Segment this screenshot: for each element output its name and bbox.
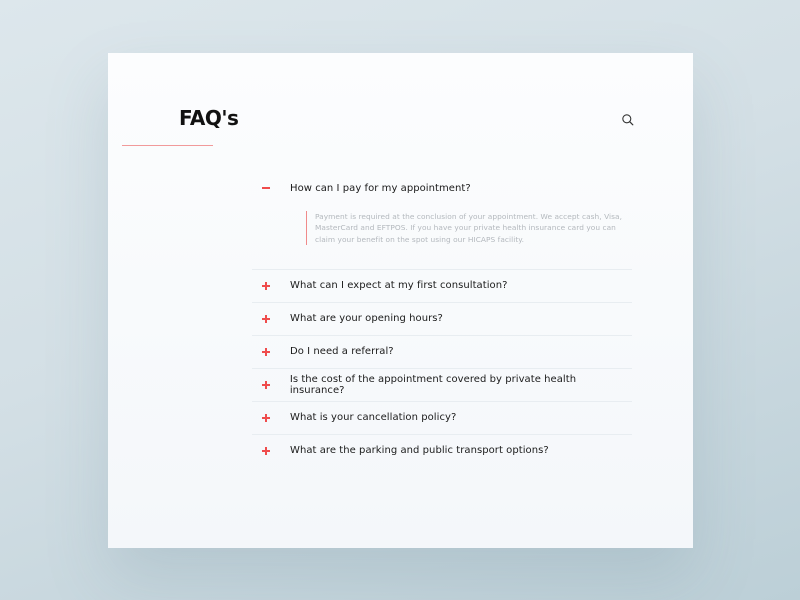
faq-question-text: What is your cancellation policy? (290, 412, 457, 424)
faq-question-toggle[interactable] (252, 336, 632, 368)
minus-icon (262, 187, 270, 189)
faq-item (252, 369, 632, 402)
faq-item (252, 173, 632, 270)
plus-icon (262, 315, 270, 323)
plus-icon (262, 348, 270, 356)
faq-question-toggle[interactable] (252, 270, 632, 302)
faq-question-toggle[interactable] (252, 369, 632, 401)
faq-card (108, 53, 693, 548)
faq-question-text: What are your opening hours? (290, 313, 443, 325)
faq-question-text: What can I expect at my first consultation? (290, 280, 508, 292)
faq-item (252, 336, 632, 369)
faq-item (252, 402, 632, 435)
faq-item (252, 435, 632, 467)
faq-question-text: Do I need a referral? (290, 346, 394, 358)
faq-question-toggle[interactable] (252, 402, 632, 434)
plus-icon (262, 414, 270, 422)
title-underline (122, 145, 213, 146)
faq-item (252, 303, 632, 336)
page-title: FAQ's (179, 106, 239, 130)
plus-icon (262, 447, 270, 455)
faq-answer: Payment is required at the conclusion of your appointment. We accept cash, Visa, MasterCard and EFTPOS. If you have your private health insurance card you can claim your benefit on the spot using our HICAPS facility. (306, 211, 622, 245)
plus-icon (262, 381, 270, 389)
faq-item (252, 270, 632, 303)
search-button[interactable] (621, 113, 635, 127)
faq-question-toggle[interactable] (252, 435, 632, 467)
faq-question-text: How can I pay for my appointment? (290, 182, 471, 194)
search-icon (621, 113, 635, 127)
faq-question-toggle[interactable] (252, 303, 632, 335)
faq-question-toggle[interactable] (252, 173, 632, 203)
faq-list (252, 173, 632, 467)
faq-question-text: What are the parking and public transport options? (290, 445, 549, 457)
faq-question-text: Is the cost of the appointment covered by private health insurance? (289, 373, 577, 396)
plus-icon (262, 282, 270, 290)
